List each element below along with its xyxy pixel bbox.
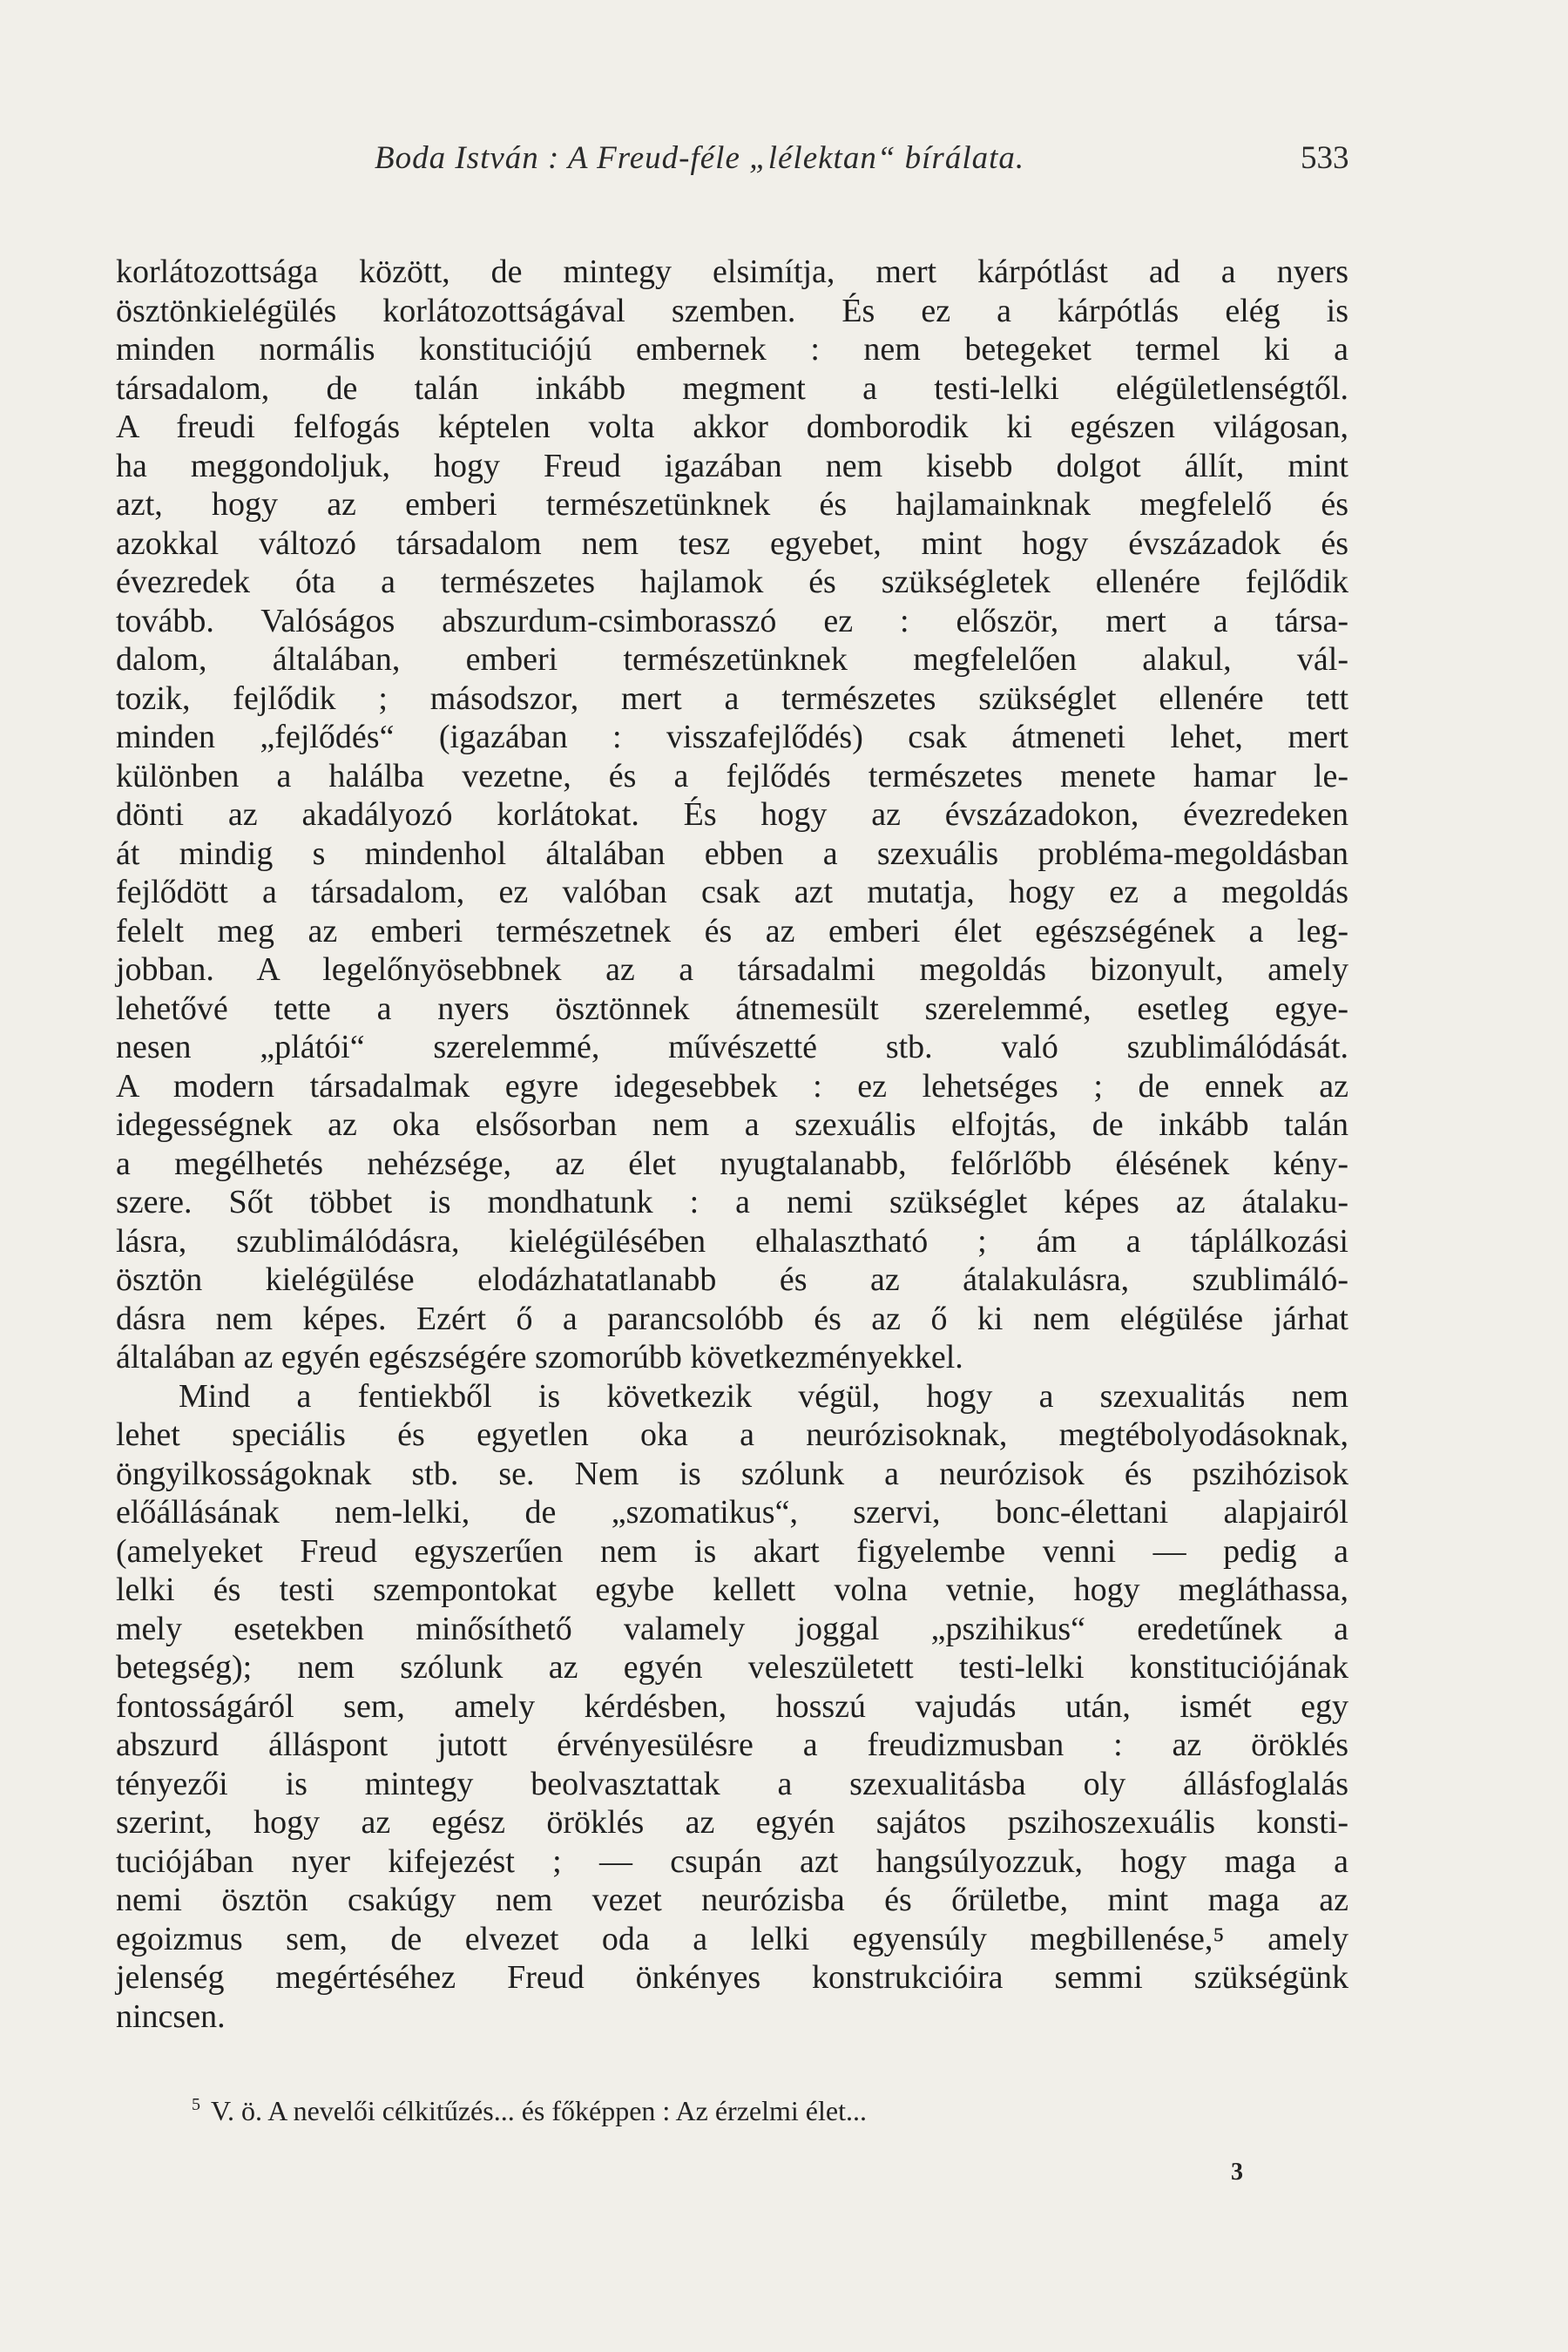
text-line: évezredek óta a természetes hajlamok és szükségletek ellenére fejlődik — [116, 564, 1348, 600]
text-line: abszurd álláspont jutott érvényesülésre a freudizmusban : az öröklés — [116, 1727, 1348, 1763]
text-line: azokkal változó társadalom nem tesz egyebet, mint hogy évszázadok és — [116, 524, 1348, 562]
text-line: lelki és testi szempontokat egybe kellett volna vetnie, hogy megláthassa, — [116, 1571, 1348, 1608]
text-line: előállásának nem-lelki, de „szomatikus“, szervi, bonc-élettani alapjairól — [116, 1494, 1348, 1531]
text-line: korlátozottsága között, de mintegy elsimítja, mert kárpótlást ad a nyers — [116, 253, 1348, 290]
text-line: tozik, fejlődik ; másodszor, mert a természetes szükséglet ellenére tett — [116, 679, 1348, 717]
text-line: tuciójában nyer kifejezést ; — csupán azt hangsúlyozzuk, hogy maga a — [116, 1842, 1348, 1880]
text-line: lásra, szublimálódásra, kielégülésében elhalasztható ; ám a táplálkozási — [116, 1222, 1348, 1260]
text-line: (amelyeket Freud egyszerűen nem is akart figyelembe venni — pedig a — [116, 1532, 1348, 1570]
footnote — [192, 2095, 867, 2127]
text-line: ösztönkielégülés korlátozottságával szemben. És ez a kárpótlás elég is — [116, 292, 1348, 329]
running-head: Boda István : A Freud-féle „lélektan“ bírálata. — [375, 140, 1025, 176]
text-line: betegség); nem szólunk az egyén veleszületett testi-lelki konstituciójának — [116, 1649, 1348, 1686]
text-line: egoizmus sem, de elvezet oda a lelki egyensúly megbillenése,⁵ amely — [116, 1920, 1348, 1957]
text-line: azt, hogy az emberi természetünknek és hajlamainknak megfelelő és — [116, 486, 1348, 523]
text-line: különben a halálba vezetne, és a fejlődés természetes menete hamar le- — [116, 757, 1348, 794]
text-line: Mind a fentiekből is következik végül, hogy a szexualitás nem — [179, 1377, 1348, 1415]
text-line: szere. Sőt többet is mondhatunk : a nemi szükséglet képes az átalaku- — [116, 1184, 1348, 1220]
page-number: 533 — [1301, 140, 1349, 176]
text-line: A modern társadalmak egyre idegesebbek : ez lehetséges ; de ennek az — [116, 1067, 1348, 1105]
text-line: szerint, hogy az egész öröklés az egyén sajátos pszihoszexuális konsti- — [116, 1804, 1348, 1841]
text-line: fejlődött a társadalom, ez valóban csak azt mutatja, hogy ez a megoldás — [116, 874, 1348, 910]
text-line: általában az egyén egészségére szomorúbb következményekkel. — [116, 1339, 963, 1375]
footnote-text: V. ö. A nevelői célkitűzés... és főképpen : Az érzelmi élet... — [211, 2095, 867, 2126]
text-line: lehetővé tette a nyers ösztönnek átnemesült szerelemmé, esetleg egye- — [116, 990, 1348, 1027]
text-line: nesen „plátói“ szerelemmé, művészetté stb. való szublimálódását. — [116, 1029, 1348, 1065]
text-line: át mindig s mindenhol általában ebben a szexuális probléma-megoldásban — [116, 835, 1348, 872]
text-line: lehet speciális és egyetlen oka a neurózisoknak, megtébolyodásoknak, — [116, 1416, 1348, 1453]
text-line: dönti az akadályozó korlátokat. És hogy az évszázadokon, évezredeken — [116, 796, 1348, 833]
text-line: ösztön kielégülése elodázhatatlanabb és az átalakulásra, szublimáló- — [116, 1261, 1348, 1298]
text-line: jelenség megértéséhez Freud önkényes konstrukcióira semmi szükségünk — [116, 1959, 1348, 1996]
text-line: nemi ösztön csakúgy nem vezet neurózisba és őrületbe, mint maga az — [116, 1882, 1348, 1918]
text-line: mely esetekben minősíthető valamely joggal „pszihikus“ eredetűnek a — [116, 1610, 1348, 1647]
text-line: a megélhetés nehézsége, az élet nyugtalanabb, felőrlőbb élésének kény- — [116, 1145, 1348, 1182]
text-line: társadalom, de talán inkább megment a testi-lelki elégületlenségtől. — [116, 369, 1348, 407]
body-text — [116, 253, 1348, 2036]
footnote-marker: 5 — [192, 2095, 200, 2114]
signature-mark: 3 — [1231, 2159, 1243, 2186]
text-line: dásra nem képes. Ezért ő a parancsolóbb és az ő ki nem elégülése járhat — [116, 1300, 1348, 1337]
text-line: öngyilkosságoknak stb. se. Nem is szólunk a neurózisok és pszihózisok — [116, 1455, 1348, 1492]
text-line: felelt meg az emberi természetnek és az emberi élet egészségének a leg- — [116, 912, 1348, 950]
text-line: A freudi felfogás képtelen volta akkor domborodik ki egészen világosan, — [116, 409, 1348, 445]
text-line: tényezői is mintegy beolvasztattak a szexualitásba oly állásfoglalás — [116, 1765, 1348, 1802]
text-line: jobban. A legelőnyösebbnek az a társadalmi megoldás bizonyult, amely — [116, 951, 1348, 988]
text-line: ha meggondoljuk, hogy Freud igazában nem kisebb dolgot állít, mint — [116, 447, 1348, 484]
text-line: minden „fejlődés“ (igazában : visszafejlődés) csak átmeneti lehet, mert — [116, 719, 1348, 755]
text-line: dalom, általában, emberi természetünknek megfelelően alakul, vál- — [116, 641, 1348, 678]
text-line: idegességnek az oka elsősorban nem a szexuális elfojtás, de inkább talán — [116, 1106, 1348, 1143]
text-line: nincsen. — [116, 1997, 226, 2035]
text-line: minden normális konstituciójú embernek : nem betegeket termel ki a — [116, 331, 1348, 368]
text-line: tovább. Valóságos abszurdum-csimborasszó ez : először, mert a társa- — [116, 602, 1348, 639]
text-line: fontosságáról sem, amely kérdésben, hosszú vajudás után, ismét egy — [116, 1687, 1348, 1725]
